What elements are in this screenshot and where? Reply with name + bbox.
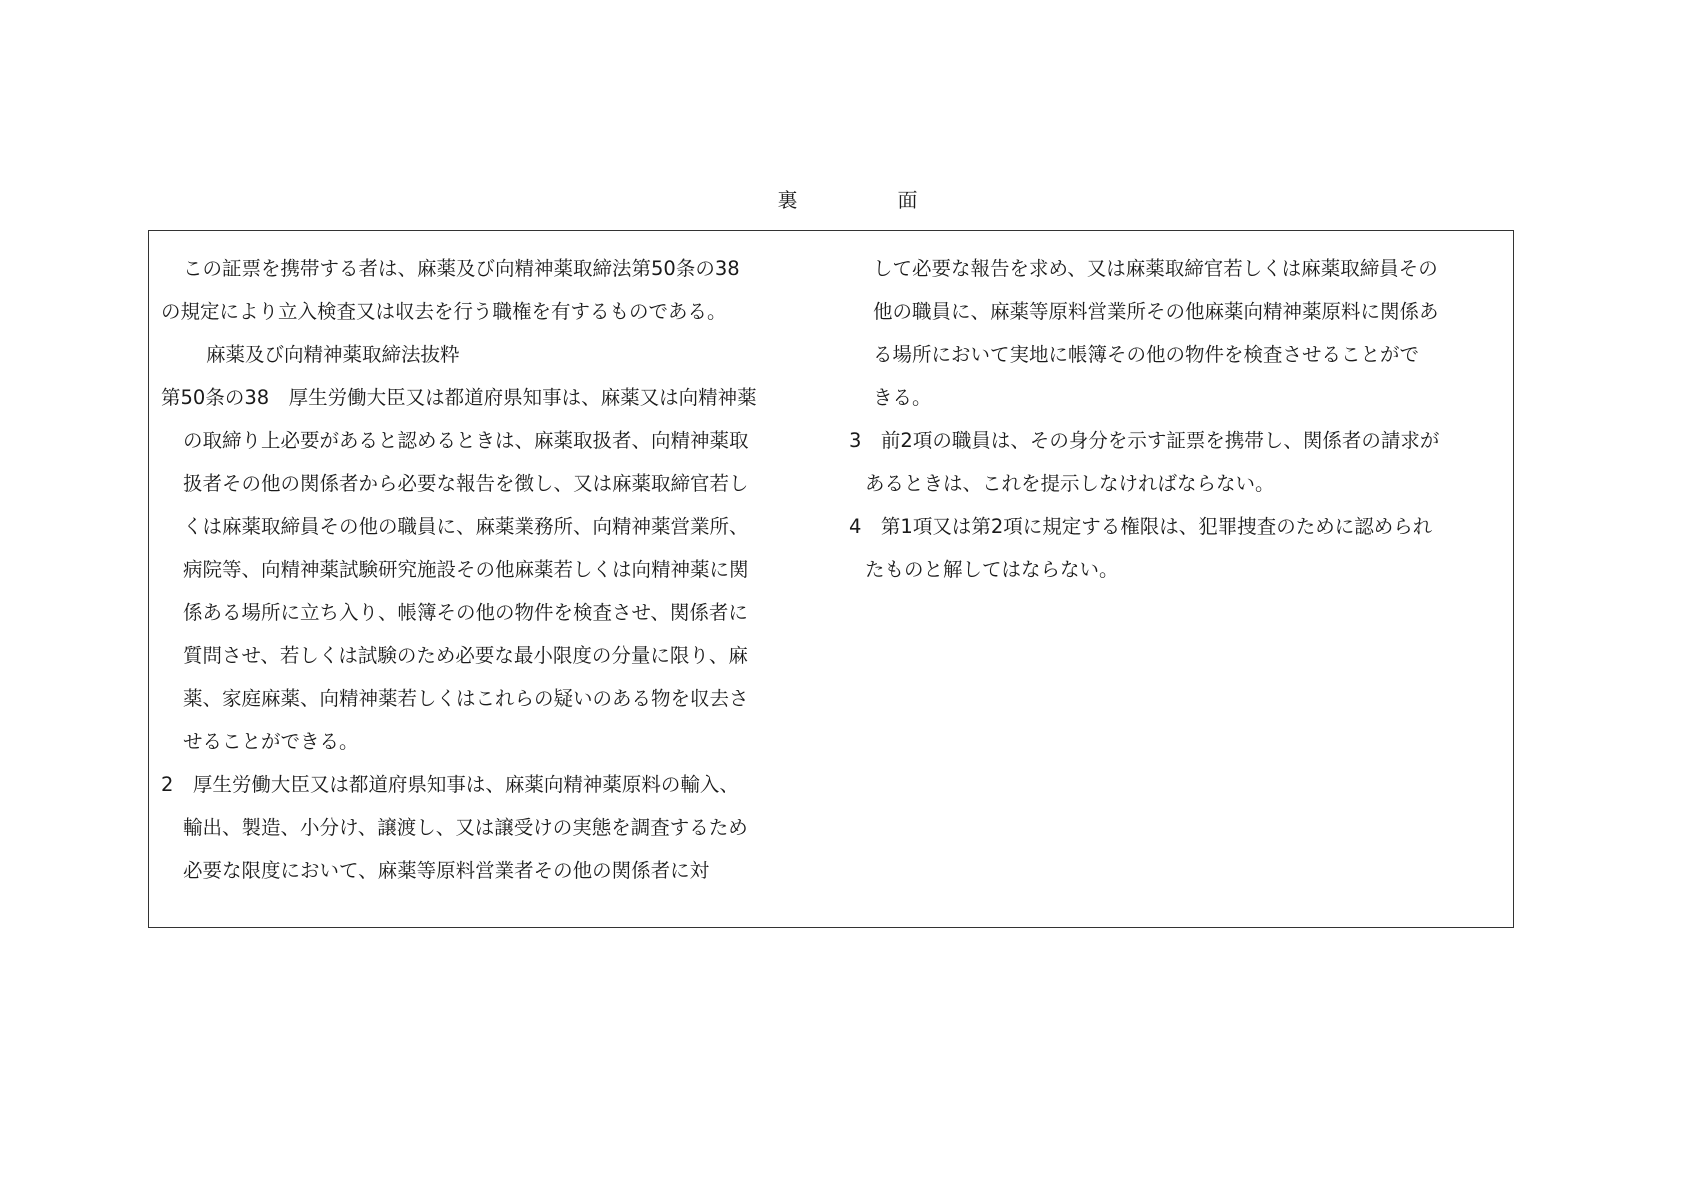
text-line: せることができる。 [183, 730, 359, 753]
text-line: の規定により立入検査又は収去を行う職権を有するものである。 [161, 300, 727, 323]
text-line: る場所において実地に帳簿その他の物件を検査させることがで [873, 343, 1420, 366]
paragraph-2-line: 2 厚生労働大臣又は都道府県知事は、麻薬向精神薬原料の輸入、 [161, 773, 739, 796]
text-line: 係ある場所に立ち入り、帳簿その他の物件を検査させ、関係者に [183, 601, 748, 624]
document-frame [148, 230, 1514, 928]
text-line: あるときは、これを提示しなければならない。 [865, 472, 1275, 495]
article-line: 第50条の38 厚生労働大臣又は都道府県知事は、麻薬又は向精神薬 [161, 386, 757, 409]
text-line: 他の職員に、麻薬等原料営業所その他麻薬向精神薬原料に関係あ [873, 300, 1439, 323]
paragraph-3-line: 3 前2項の職員は、その身分を示す証票を携帯し、関係者の請求が [849, 429, 1440, 452]
text-line: きる。 [873, 386, 932, 409]
page-title: 裏 面 [777, 188, 958, 212]
text-line: して必要な報告を求め、又は麻薬取締官若しくは麻薬取締員その [873, 257, 1438, 280]
text-line: 病院等、向精神薬試験研究施設その他麻薬若しくは向精神薬に関 [183, 558, 749, 581]
section-heading: 麻薬及び向精神薬取締法抜粋 [206, 343, 460, 366]
text-line: 必要な限度において、麻薬等原料営業者その他の関係者に対 [183, 859, 710, 882]
text-line: たものと解してはならない。 [865, 558, 1119, 581]
left-column [161, 247, 816, 892]
text-line: 質問させ、若しくは試験のため必要な最小限度の分量に限り、麻 [183, 644, 748, 667]
text-line: の取締り上必要があると認めるときは、麻薬取扱者、向精神薬取 [183, 429, 749, 452]
right-column [849, 247, 1499, 591]
text-line: この証票を携帯する者は、麻薬及び向精神薬取締法第50条の38 [183, 257, 740, 280]
text-line: くは麻薬取締員その他の職員に、麻薬業務所、向精神薬営業所、 [183, 515, 749, 538]
text-line: 扱者その他の関係者から必要な報告を徴し、又は麻薬取締官若し [183, 472, 749, 495]
text-line: 輸出、製造、小分け、譲渡し、又は譲受けの実態を調査するため [183, 816, 748, 839]
text-line: 薬、家庭麻薬、向精神薬若しくはこれらの疑いのある物を収去さ [183, 687, 749, 710]
paragraph-4-line: 4 第1項又は第2項に規定する権限は、犯罪捜査のために認められ [849, 515, 1433, 538]
